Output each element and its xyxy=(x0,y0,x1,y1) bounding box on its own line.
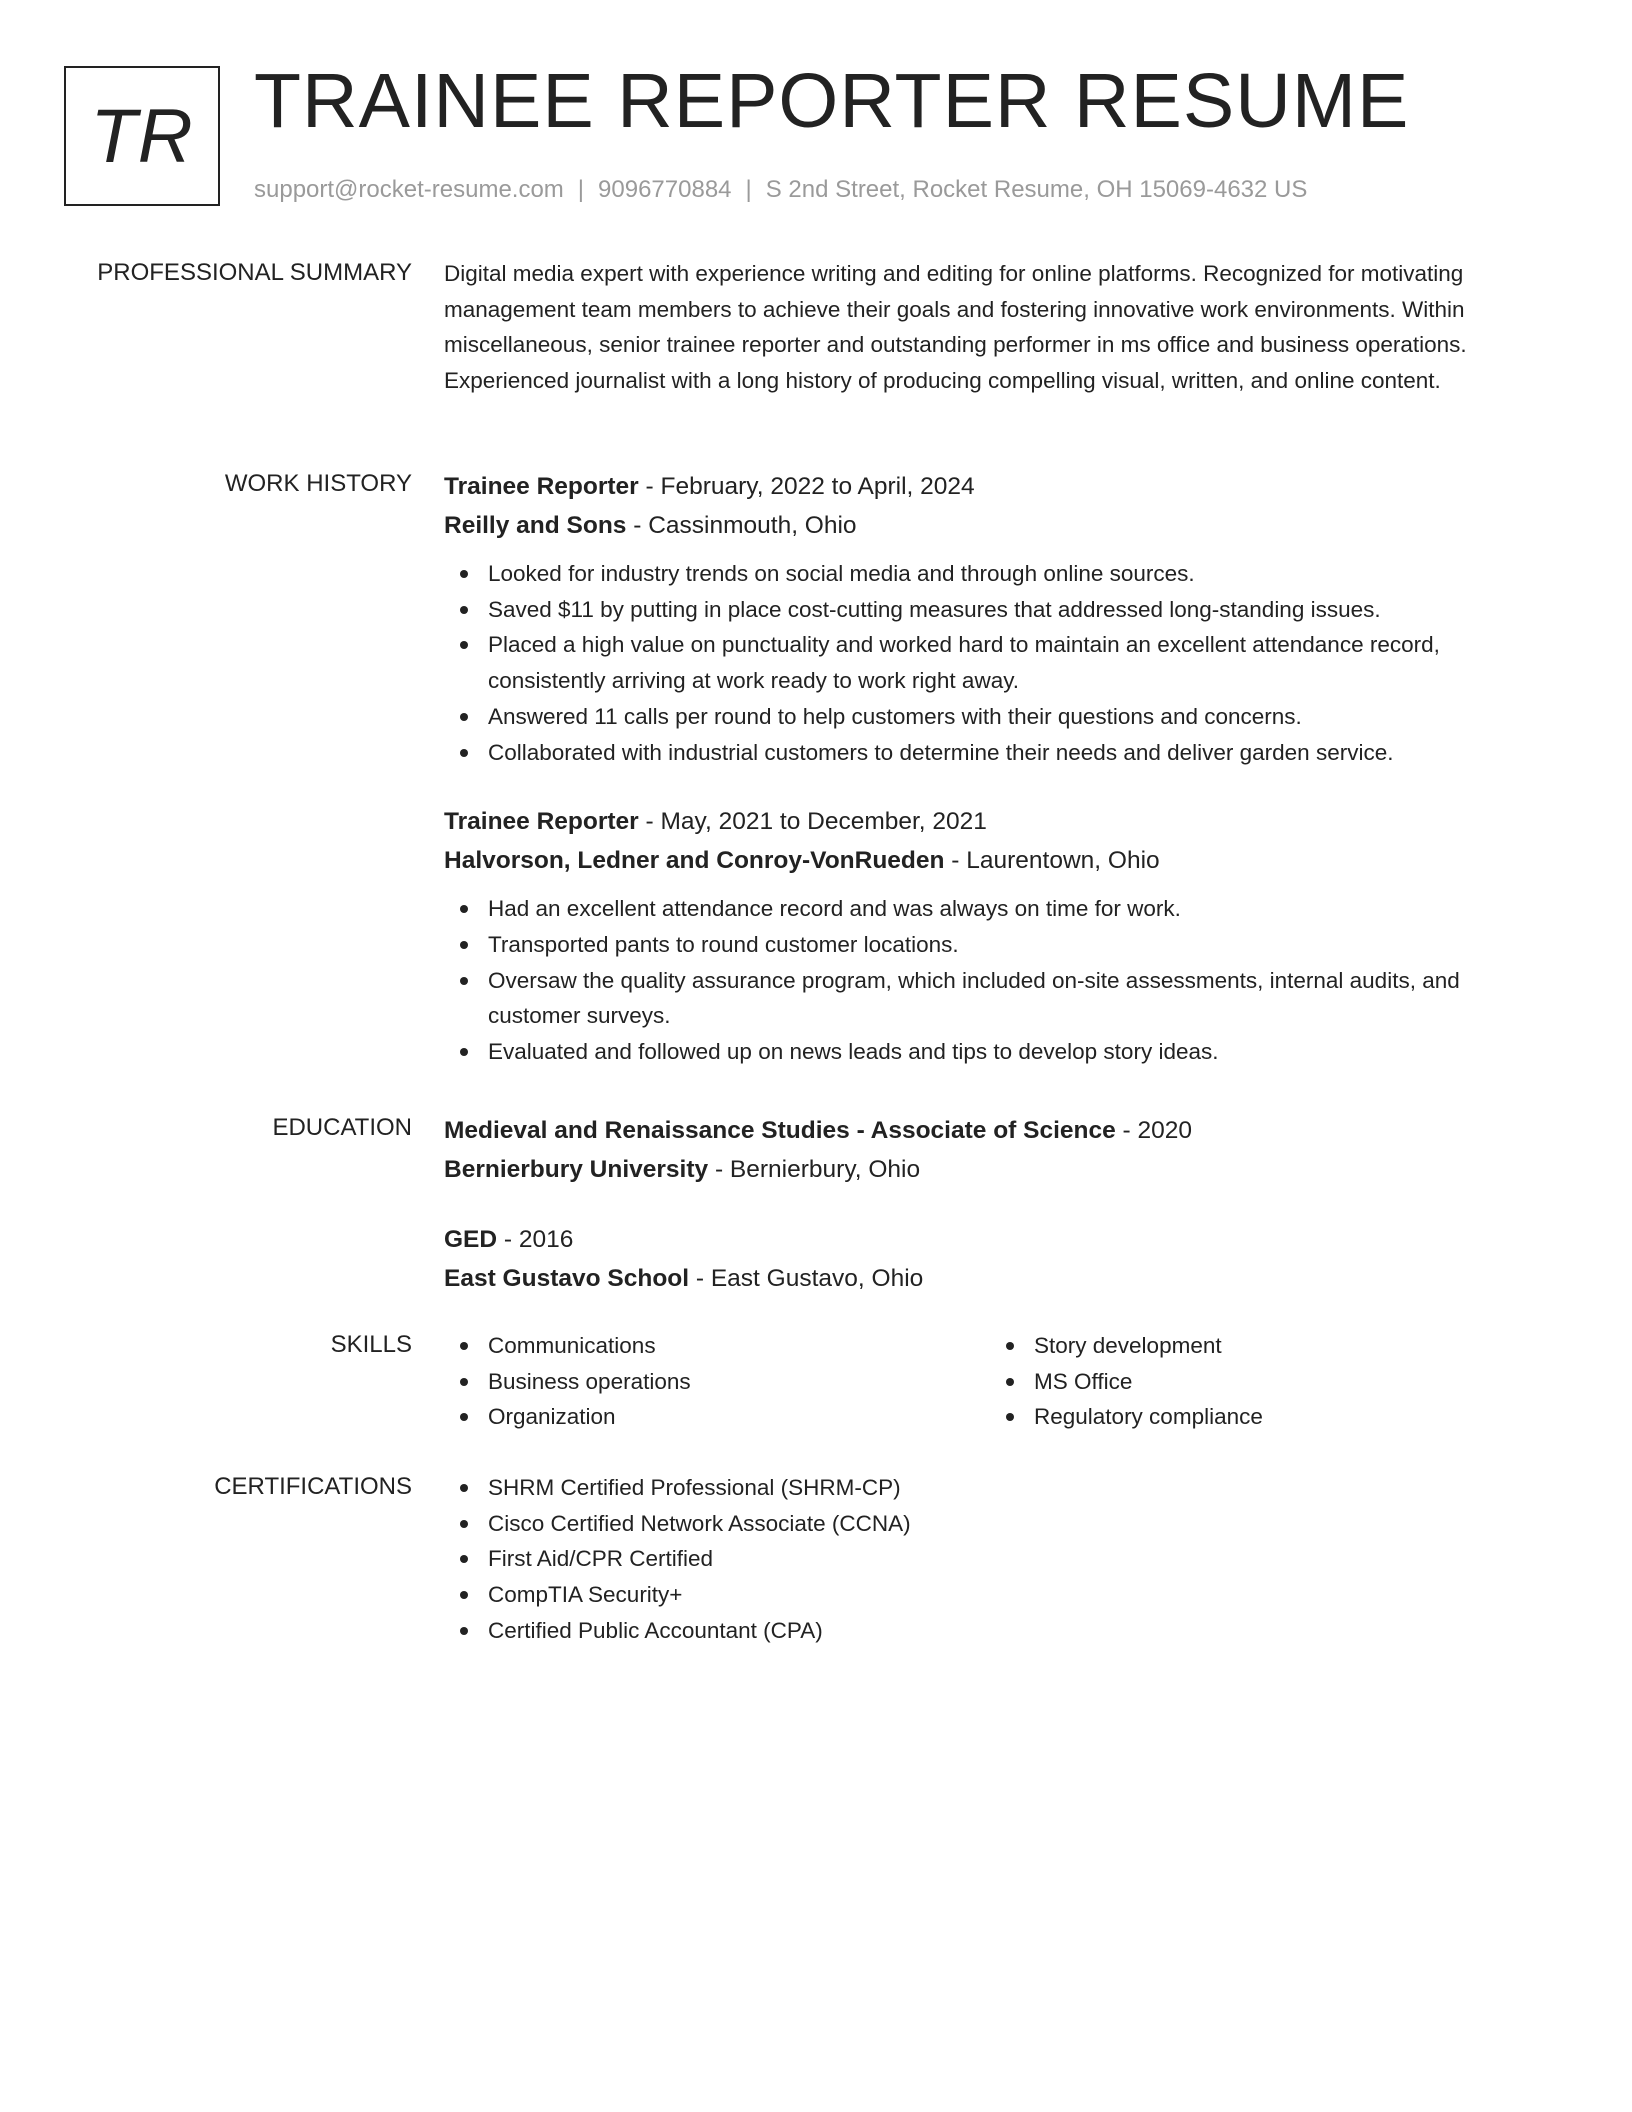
certifications-list xyxy=(444,1470,1556,1649)
certification-item: Cisco Certified Network Associate (CCNA) xyxy=(444,1506,1556,1542)
education-heading: EDUCATION xyxy=(272,1114,412,1141)
job-location: - Cassinmouth, Ohio xyxy=(626,512,857,539)
job-title-line xyxy=(444,467,1556,506)
education-year: - 2016 xyxy=(497,1226,574,1253)
job-bullet: Had an excellent attendance record and was always on time for work. xyxy=(444,891,1556,927)
job-dates: - May, 2021 to December, 2021 xyxy=(638,808,987,836)
job-bullet: Answered 11 calls per round to help customers with their questions and concerns. xyxy=(444,699,1556,735)
job-company-line xyxy=(444,506,1556,545)
education-entry xyxy=(444,1111,1556,1189)
skill-item: Business operations xyxy=(444,1364,990,1400)
education-degree-line xyxy=(444,1111,1556,1150)
education-school-line xyxy=(444,1259,1556,1298)
skills-column xyxy=(990,1328,1536,1435)
skill-item: Regulatory compliance xyxy=(990,1399,1536,1435)
job-bullet: Evaluated and followed up on news leads and tips to develop story ideas. xyxy=(444,1034,1556,1070)
job-entry xyxy=(444,802,1556,1070)
job-bullets xyxy=(444,891,1556,1070)
certifications-body xyxy=(444,1470,1556,1649)
certification-item: Certified Public Accountant (CPA) xyxy=(444,1613,1556,1649)
work-history-body xyxy=(444,467,1556,1070)
contact-address: S 2nd Street, Rocket Resume, OH 15069-4632 US xyxy=(765,176,1308,203)
job-entry xyxy=(444,467,1556,770)
page-title: TRAINEE REPORTER RESUME xyxy=(254,58,1410,144)
contact-email: support@rocket-resume.com xyxy=(254,176,564,203)
job-title: Trainee Reporter xyxy=(444,808,639,836)
skill-item: Communications xyxy=(444,1328,990,1364)
skills-heading: SKILLS xyxy=(330,1331,412,1358)
contact-phone: 9096770884 xyxy=(598,176,732,203)
skill-item: Story development xyxy=(990,1328,1536,1364)
job-bullet: Collaborated with industrial customers to determine their needs and deliver garden service. xyxy=(444,735,1556,771)
education-entry xyxy=(444,1220,1556,1298)
skill-item: Organization xyxy=(444,1399,990,1435)
education-school-line xyxy=(444,1150,1556,1189)
skills-column xyxy=(444,1328,990,1435)
job-dates: - February, 2022 to April, 2024 xyxy=(638,473,975,500)
monogram-logo: TR xyxy=(64,66,220,206)
job-bullet: Oversaw the quality assurance program, which included on-site assessments, internal audits, and customer surveys. xyxy=(444,963,1556,1034)
certifications-heading: CERTIFICATIONS xyxy=(214,1473,412,1500)
contact-line xyxy=(254,174,1307,206)
education-degree-line xyxy=(444,1220,1556,1259)
job-title: Trainee Reporter xyxy=(444,473,639,500)
skills-body xyxy=(444,1328,1556,1435)
certification-item: CompTIA Security+ xyxy=(444,1577,1556,1613)
summary-heading: PROFESSIONAL SUMMARY xyxy=(97,259,412,286)
job-bullet: Looked for industry trends on social media and through online sources. xyxy=(444,556,1556,592)
work-history-heading: WORK HISTORY xyxy=(224,470,412,497)
summary-text: Digital media expert with experience writing and editing for online platforms. Recognized for motivating management team members to achieve their goals and fostering innovative work environments. Within miscellaneous, senior trainee reporter and outstanding performer in ms office and business operations. Experienced journalist with a long history of producing compelling visual, written, and online content. xyxy=(444,261,1467,394)
education-location: - East Gustavo, Ohio xyxy=(689,1265,924,1292)
job-bullet: Transported pants to round customer locations. xyxy=(444,927,1556,963)
contact-separator: | xyxy=(577,176,585,203)
job-company: Halvorson, Ledner and Conroy-VonRueden xyxy=(444,847,945,875)
job-company-line xyxy=(444,841,1556,880)
job-bullet: Placed a high value on punctuality and worked hard to maintain an excellent attendance record, consistently arriving at work ready to work right away. xyxy=(444,627,1556,698)
job-title-line xyxy=(444,802,1556,841)
certification-item: SHRM Certified Professional (SHRM-CP) xyxy=(444,1470,1556,1506)
education-location: - Bernierbury, Ohio xyxy=(708,1156,921,1183)
education-year: - 2020 xyxy=(1115,1117,1193,1144)
job-bullets xyxy=(444,556,1556,770)
education-degree: Medieval and Renaissance Studies - Associate of Science xyxy=(444,1117,1116,1144)
education-school: Bernierbury University xyxy=(444,1156,709,1183)
education-school: East Gustavo School xyxy=(444,1265,690,1292)
contact-separator: | xyxy=(745,176,752,203)
skill-item: MS Office xyxy=(990,1364,1536,1400)
job-company: Reilly and Sons xyxy=(444,512,627,539)
education-degree: GED xyxy=(444,1226,498,1253)
job-bullet: Saved $11 by putting in place cost-cutting measures that addressed long-standing issues. xyxy=(444,592,1556,628)
certification-item: First Aid/CPR Certified xyxy=(444,1541,1556,1577)
job-location: - Laurentown, Ohio xyxy=(944,847,1160,875)
education-body xyxy=(444,1111,1556,1298)
